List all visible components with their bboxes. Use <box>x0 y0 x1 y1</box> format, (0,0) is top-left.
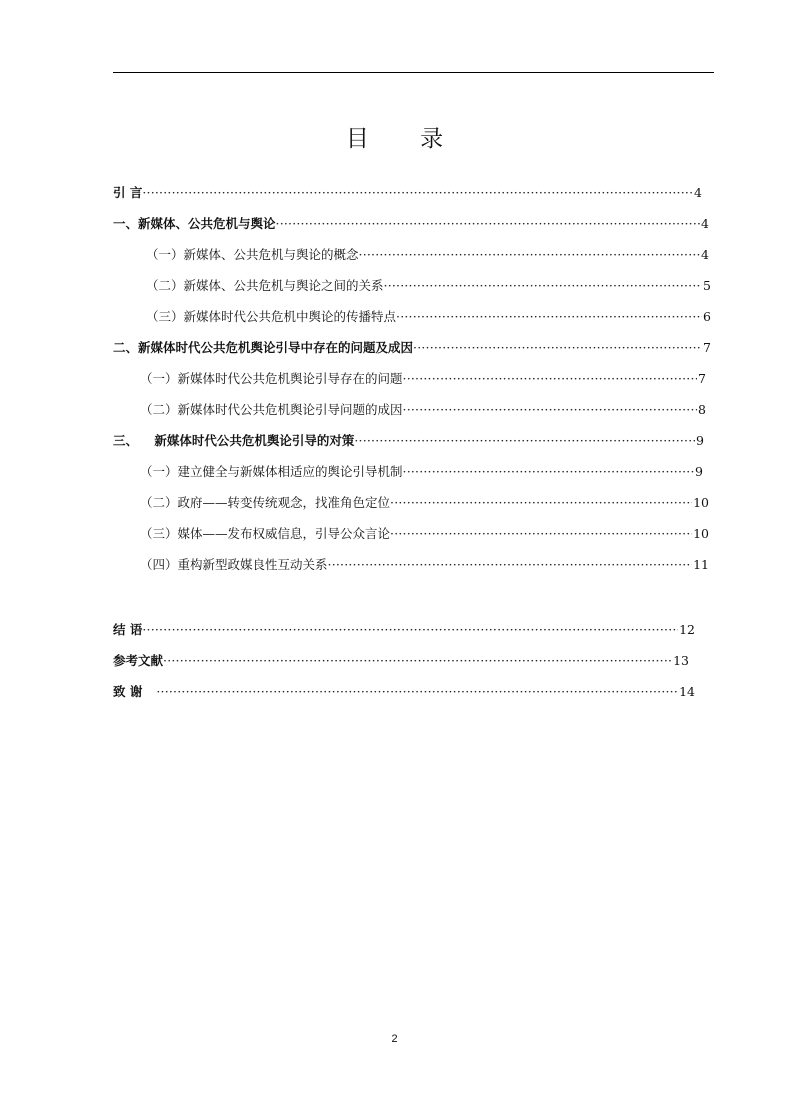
dot-leader <box>390 494 692 512</box>
dot-leader <box>328 556 693 574</box>
dot-leader <box>142 621 678 639</box>
toc-entry-label: 三、 新媒体时代公共危机舆论引导的对策 <box>113 433 355 448</box>
dot-leader <box>403 370 698 388</box>
dot-leader <box>390 525 692 543</box>
toc-entry-section-1-3[interactable] <box>146 308 711 326</box>
toc-entry-section-3-2[interactable] <box>140 494 709 512</box>
toc-entry-page: 9 <box>696 433 704 448</box>
toc-entry-section-2-2[interactable] <box>140 401 706 419</box>
header-rule <box>113 72 714 73</box>
toc-entry-acknowledgements[interactable] <box>113 683 695 701</box>
toc-entry-label: 参考文献 <box>113 653 164 668</box>
toc-entry-label: （二）新媒体时代公共危机舆论引导问题的成因 <box>140 402 403 417</box>
toc-entry-section-1-2[interactable] <box>146 277 711 295</box>
toc-entry-section-3-1[interactable] <box>140 463 703 481</box>
dot-leader <box>354 432 695 450</box>
dot-leader <box>142 184 693 202</box>
dot-leader <box>403 463 695 481</box>
toc-entry-label: 引 言 <box>113 185 143 200</box>
dot-leader <box>163 652 672 670</box>
toc-entry-references[interactable] <box>113 652 689 670</box>
toc-entry-page: 4 <box>694 185 702 200</box>
toc-entry-page: 9 <box>695 464 703 479</box>
toc-entry-page: 12 <box>679 622 695 637</box>
toc-entry-label: 二、新媒体时代公共危机舆论引导中存在的问题及成因 <box>113 340 414 355</box>
toc-entry-page: 7 <box>703 340 711 355</box>
toc-entry-label: （一）建立健全与新媒体相适应的舆论引导机制 <box>140 464 403 479</box>
toc-entry-page: 14 <box>679 684 695 699</box>
toc-entry-label: 致 谢 <box>113 684 143 699</box>
toc-entry-section-3-4[interactable] <box>140 556 709 574</box>
dot-leader <box>156 683 678 701</box>
dot-leader <box>396 308 702 326</box>
toc-entry-page: 11 <box>693 557 709 572</box>
toc-entry-label: （二）政府——转变传统观念，找准角色定位 <box>140 495 391 510</box>
toc-entry-label: （一）新媒体时代公共危机舆论引导存在的问题 <box>140 371 403 386</box>
toc-entry-label: （四）重构新型政媒良性互动关系 <box>140 557 328 572</box>
toc-entry-intro[interactable] <box>113 184 702 202</box>
toc-entry-page: 8 <box>698 402 706 417</box>
dot-leader <box>413 339 702 357</box>
toc-entry-section-3-3[interactable] <box>140 525 709 543</box>
toc-entry-label: （二）新媒体、公共危机与舆论之间的关系 <box>146 278 384 293</box>
toc-entry-page: 5 <box>703 278 711 293</box>
toc-entry-page: 13 <box>673 653 689 668</box>
toc-entry-label: 结 语 <box>113 622 143 637</box>
toc-entry-section-2-1[interactable] <box>140 370 706 388</box>
page-title: 目 录 <box>345 126 466 152</box>
toc-entry-page: 10 <box>693 526 709 541</box>
dot-leader <box>403 401 698 419</box>
toc-entry-section-3[interactable] <box>113 432 704 450</box>
toc-entry-page: 7 <box>698 371 706 386</box>
toc-entry-section-1-1[interactable] <box>146 246 709 264</box>
toc-entry-label: （三）新媒体时代公共危机中舆论的传播特点 <box>146 309 397 324</box>
toc-entry-page: 6 <box>703 309 711 324</box>
toc-entry-page: 10 <box>693 495 709 510</box>
toc-entry-page: 4 <box>701 247 709 262</box>
dot-leader <box>359 246 701 264</box>
toc-entry-label: （一）新媒体、公共危机与舆论的概念 <box>146 247 359 262</box>
toc-entry-section-1[interactable] <box>113 215 709 233</box>
toc-entry-label: 一、新媒体、公共危机与舆论 <box>113 216 276 231</box>
dot-leader <box>384 277 703 295</box>
dot-leader <box>276 215 701 233</box>
toc-entry-section-2[interactable] <box>113 339 711 357</box>
toc-entry-label: （三）媒体——发布权威信息，引导公众言论 <box>140 526 391 541</box>
toc-entry-page: 4 <box>701 216 709 231</box>
page-number: 2 <box>391 1033 398 1045</box>
toc-entry-conclusion[interactable] <box>113 621 695 639</box>
